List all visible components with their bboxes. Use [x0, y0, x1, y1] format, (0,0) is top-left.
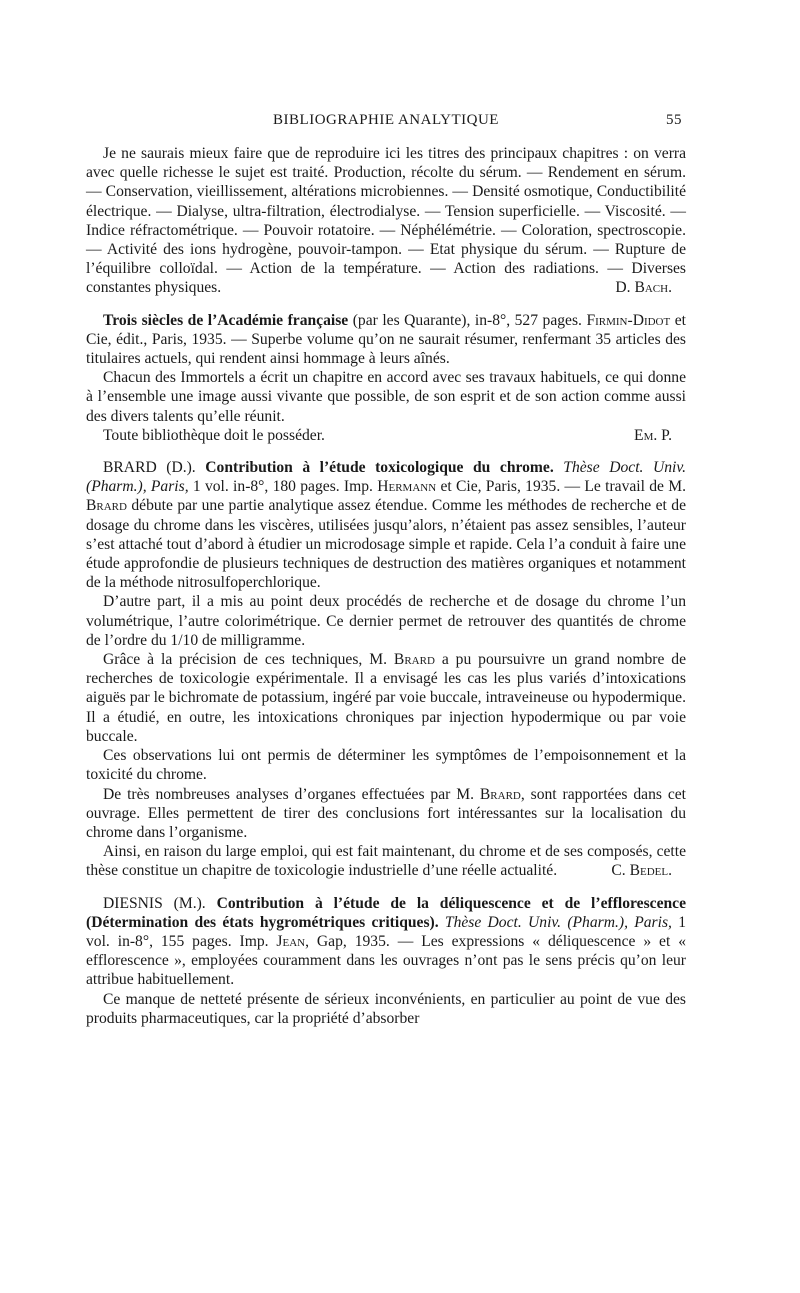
signature-bach: D. Bach. — [615, 279, 672, 297]
header-title: BIBLIOGRAPHIE ANALYTIQUE — [273, 112, 499, 128]
brard-rest1: débute par une partie analytique assez étendue. Comme les méthodes de recherche et de dosage du chrome dans les viscères, utilisées jusqu’alors, n’étaient pas assez sensibles, l’auteur s’est attaché tout d’abord à étudier un microdosage simple et rapide. Cela l’a conduit à faire une étude approfondie de plusieurs techniques de destruction des matières organiques et notamment de la méthode nitrosulfoperchlorique. — [86, 497, 686, 592]
academie-intro: (par les Quarante), in-8°, 527 pages. — [348, 311, 587, 329]
diesnis-review-p1 — [86, 894, 686, 990]
diesnis-review-p2: Ce manque de netteté présente de sérieux inconvénients, en particulier au point de vue des produits pharmaceutiques, car la propriété d’absorber — [86, 990, 686, 1027]
brard-p6-text: Ainsi, en raison du large emploi, qui est fait maintenant, du chrome et de ses composés, cette thèse constitue un chapitre de toxicologie industrielle d’une réelle actualité. — [86, 843, 686, 880]
signature-bedel: C. Bedel. — [611, 862, 672, 880]
brard-p5b: , sont rapportées dans cet ouvrage. Elles permettent de tirer des conclusions fort intéressantes sur la localisation du chrome dans l’organisme. — [86, 785, 686, 841]
brard-p3b: a pu poursuivre un grand nombre de recherches de toxicologie expérimentale. Il a envisagé les cas les plus variés d’intoxications aiguës par le bichromate de potassium, ingéré par voie buccale, intraveineuse ou hypodermique. Il a étudié, en outre, les intoxications chroniques par injection hypodermique ou par voie buccale. — [86, 651, 687, 745]
page-body — [86, 144, 686, 1028]
brard-review-p3 — [86, 650, 686, 746]
bach-review-body: Je ne saurais mieux faire que de reproduire ici les titres des principaux chapitres : on verra avec quelle richesse le sujet est traité. Production, récolte du sérum. — Rendement en sérum. — Conservation, vieillissement, altérations microbiennes. — Densité osmotique, Conductibilité électrique. — Dialyse, ultra-filtration, électrodialyse. — Tension superficielle. — Viscosité. — Indice réfractométrique. — Pouvoir rotatoire. — Néphélémétrie. — Coloration, spectroscopie. — Activité des ions hydrogène, pouvoir-tampon. — Etat physique du sérum. — Rupture de l’équilibre colloïdal. — Action de la température. — Action des radiations. — Diverses constantes physiques. — [86, 145, 686, 297]
signature-em-p: Em. P. — [634, 426, 672, 444]
brard-printer: Hermann — [377, 478, 437, 496]
running-header — [86, 112, 686, 134]
academie-publisher-rest: et Cie, édit., Paris, 1935. — Superbe volume qu’on ne saurait résumer, renfermant 35 articles des titulaires actuels, qui rendent ainsi hommage à leurs aînés. — [86, 311, 686, 368]
academie-p3-text: Toute bibliothèque doit le posséder. — [103, 426, 325, 444]
brard-author: BRARD (D.). — [103, 459, 206, 477]
brard-p5a: De très nombreuses analyses d’organes effectuées par M. — [103, 785, 480, 803]
diesnis-title: Contribution à l’étude de la déliquescence et de l’efflorescence (Détermination des états hygrométriques critiques). — [86, 894, 686, 931]
academie-publisher: Firmin-Didot — [586, 311, 671, 329]
brard-review-p4: Ces observations lui ont permis de déterminer les symptômes de l’empoisonnement et la toxicité du chrome. — [86, 747, 686, 784]
document-page — [86, 112, 686, 1028]
page-number: 55 — [666, 112, 682, 128]
diesnis-printer: Jean — [276, 932, 306, 950]
brard-review-p6 — [86, 842, 686, 880]
bach-review-text — [86, 144, 686, 298]
diesnis-author: DIESNIS (M.). — [103, 894, 217, 912]
brard-review-p2: D’autre part, il a mis au point deux procédés de recherche et de dosage du chrome l’un volumétrique, l’autre colorimétrique. Ce dernier permet de retrouver des quantités de chrome de l’ordre du 1/10 de milligramme. — [86, 593, 686, 649]
academie-title: Trois siècles de l’Académie française — [103, 311, 349, 329]
brard-p5-name: Brard — [479, 785, 521, 803]
diesnis-thesis: Thèse Doct. Univ. (Pharm.), Paris, — [438, 913, 672, 931]
academie-review-p1 — [86, 311, 686, 369]
academie-review-p3 — [86, 426, 686, 445]
brard-p3-name: Brard — [393, 651, 435, 669]
brard-review-p5 — [86, 785, 686, 843]
brard-name: Brard — [86, 497, 127, 515]
diesnis-details2: , Gap, 1935. — Les expressions « déliquescence » et « efflorescence », employées couramment dans les ouvrages n’ont pas le sens précis qu’on leur attribue habituellement. — [86, 932, 686, 989]
brard-p3a: Grâce à la précision de ces techniques, M. — [103, 651, 394, 669]
diesnis-details1: 1 vol. in-8°, 155 pages. Imp. — [86, 913, 686, 950]
brard-title: Contribution à l’étude toxicologique du chrome. — [205, 459, 554, 477]
brard-thesis: Thèse Doct. Univ. (Pharm.), Paris, — [86, 459, 687, 496]
brard-details2: et Cie, Paris, 1935. — Le travail de M. — [436, 478, 686, 496]
brard-details1: 1 vol. in-8°, 180 pages. Imp. — [188, 478, 378, 496]
academie-review-p2: Chacun des Immortels a écrit un chapitre en accord avec ses travaux habituels, ce qui donne à l’ensemble une image aussi vivante que possible, de son esprit et de son action comme aussi des divers talents qu’elle réunit. — [86, 369, 686, 425]
brard-review-p1 — [86, 458, 686, 592]
